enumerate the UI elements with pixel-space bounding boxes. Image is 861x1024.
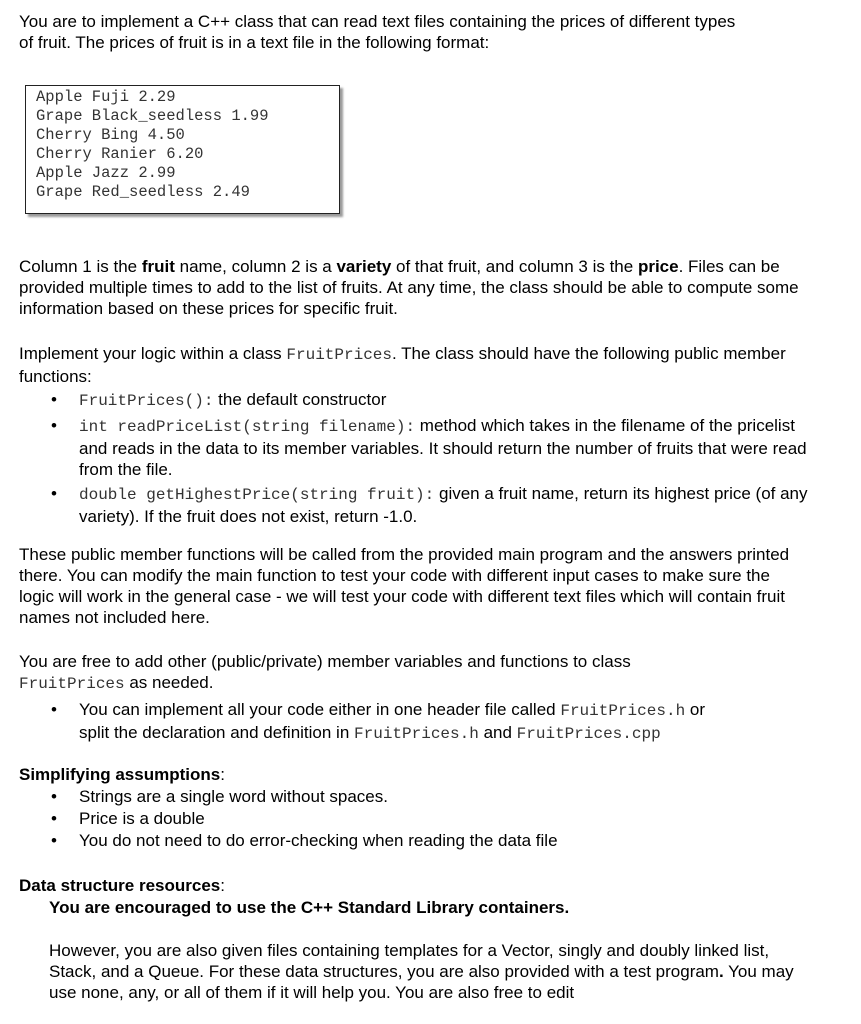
sample-line: Cherry Bing 4.50 [36,126,185,144]
sample-file-box [25,85,340,214]
option-text: or split the declaration and definition in [79,700,706,742]
resources-paragraph [19,940,809,1003]
header-file-code: FruitPrices.h [354,725,479,743]
resources-section [19,875,819,1003]
assumption-item: • Price is a double [19,808,819,829]
intro-paragraph [19,11,839,53]
heading-colon: : [220,765,225,784]
columns-text: of that fruit, and column 3 is the [391,257,638,276]
resources-text: You may use none, any, or all of them if it will help you. You are also free to edit [49,962,794,1002]
sample-line: Grape Red_seedless 2.49 [36,183,250,201]
columns-paragraph [19,256,799,319]
option-text: You can implement all your code either in one header file called [79,700,561,719]
function-signature: double getHighestPrice(string fruit): [79,486,435,504]
function-signature: FruitPrices(): [79,392,214,410]
implementation-option-item [19,699,739,745]
public-calls-text: These public member functions will be called from the provided main program and the answers printed there. You can modify the main function to test your code with different input cases to make sure the logic will work in the general case - we will test your code with different text files which will contain fruit names not included here. [19,545,790,627]
variety-term: variety [336,257,392,276]
intro-line-2: of fruit. The prices of fruit is in a text file in the following format: [19,33,490,52]
class-name-code: FruitPrices [19,675,125,693]
resources-text: However, you are also given files containing templates for a Vector, singly and doubly linked list, Stack, and a Queue. For these data structures, you are also provided with a test program [49,941,770,981]
price-term: price [637,257,679,276]
assumptions-heading: Simplifying assumptions [19,765,221,784]
implement-section [19,343,809,527]
function-signature: int readPriceList(string filename): [79,418,416,436]
member-function-list [19,389,809,527]
heading-colon: : [220,876,225,895]
function-description: method which takes in the filename of the pricelist and reads in the data to its member variables. It should return the number of fruits that were read from the file. [79,416,807,479]
function-description: given a fruit name, return its highest price (of any variety). If the fruit does not exist, return -1.0. [79,484,808,526]
free-to-add-section [19,651,739,745]
assumption-item: • You do not need to do error-checking when reading the data file [19,830,819,851]
columns-text: name, column 2 is a [174,257,337,276]
public-calls-paragraph [19,544,809,628]
sample-line: Grape Black_seedless 1.99 [36,107,269,125]
assumptions-section [19,764,819,851]
sample-line: Apple Fuji 2.29 [36,88,176,106]
free-to-add-text: as needed. [124,673,214,692]
member-function-item [19,483,809,527]
encourage-line: You are encouraged to use the C++ Standard Library containers. [49,898,570,917]
class-name-code: FruitPrices [286,346,393,364]
source-file-code: FruitPrices.cpp [516,725,661,743]
columns-text: . Files can be provided multiple times to add to the list of fruits. At any time, the class should be able to compute some information based on these prices for specific fruit. [19,257,799,318]
intro-line-1: You are to implement a C++ class that can read text files containing the prices of different types [19,12,736,31]
member-function-item [19,415,809,480]
free-to-add-text: You are free to add other (public/private) member variables and functions to class [19,652,631,671]
columns-text: Column 1 is the [19,257,142,276]
assumption-item: • Strings are a single word without spaces. [19,786,819,807]
option-text: and [478,723,517,742]
implementation-options-list [19,699,739,745]
sample-line: Apple Jazz 2.99 [36,164,176,182]
implement-text: Implement your logic within a class [19,344,287,363]
resources-heading: Data structure resources [19,876,221,895]
sample-line: Cherry Ranier 6.20 [36,145,204,163]
fruit-term: fruit [141,257,175,276]
resources-bold-period: . [718,962,724,981]
implement-text: . The class should have the following public member functions: [19,344,786,386]
member-function-item [19,389,809,412]
function-description: the default constructor [213,390,387,409]
assumptions-list [19,786,819,851]
header-file-code: FruitPrices.h [560,702,686,720]
